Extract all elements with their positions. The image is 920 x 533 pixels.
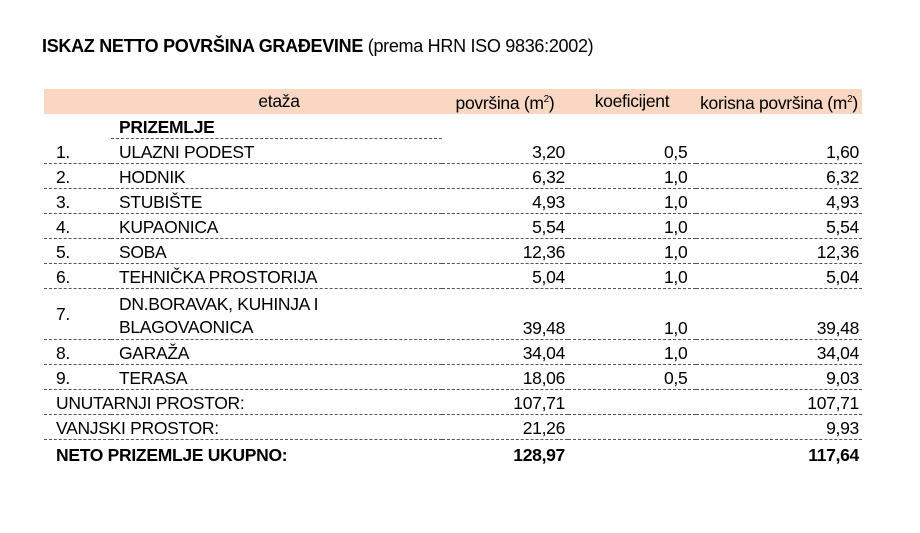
table-row: 9. TERASA 18,06 0,5 9,03 [44, 364, 862, 389]
table-row: 2. HODNIK 6,32 1,0 6,32 [44, 163, 862, 188]
document-title [42, 36, 593, 57]
title-standard: (prema HRN ISO 9836:2002) [367, 36, 594, 56]
header-koeficijent: koeficijent [568, 89, 696, 114]
summary-row-exterior: VANJSKI PROSTOR: 21,26 9,93 [44, 414, 862, 439]
table-row: 7. DN.BORAVAK, KUHINJA I BLAGOVAONICA 39,48 1,0 39,48 [44, 288, 862, 339]
header-korisna: korisna površina $(m^2)$ [696, 89, 862, 114]
section-title: PRIZEMLJE [111, 114, 442, 139]
table-row: 3. STUBIŠTE 4,93 1,0 4,93 [44, 188, 862, 213]
header-num [44, 89, 111, 114]
table-row: 4. KUPAONICA 5,54 1,0 5,54 [44, 213, 862, 238]
table-row: 8. GARAŽA 34,04 1,0 34,04 [44, 339, 862, 364]
table-row: 1. ULAZNI PODEST 3,20 0,5 1,60 [44, 138, 862, 163]
table-header [44, 89, 862, 114]
table-row: 5. SOBA 12,36 1,0 12,36 [44, 238, 862, 263]
total-row: NETO PRIZEMLJE UKUPNO: 128,97 117,64 [56, 444, 859, 465]
section-row [44, 114, 862, 139]
summary-row-interior: UNUTARNJI PROSTOR: 107,71 107,71 [44, 389, 862, 414]
header-etaza: etaža [111, 89, 442, 114]
area-table [44, 89, 862, 466]
header-povrsina: površina $(m^2)$ [442, 89, 568, 114]
table-row: 6. TEHNIČKA PROSTORIJA 5,04 1,0 5,04 [44, 263, 862, 288]
title-main: ISKAZ NETTO POVRŠINA GRAĐEVINE [42, 36, 364, 56]
